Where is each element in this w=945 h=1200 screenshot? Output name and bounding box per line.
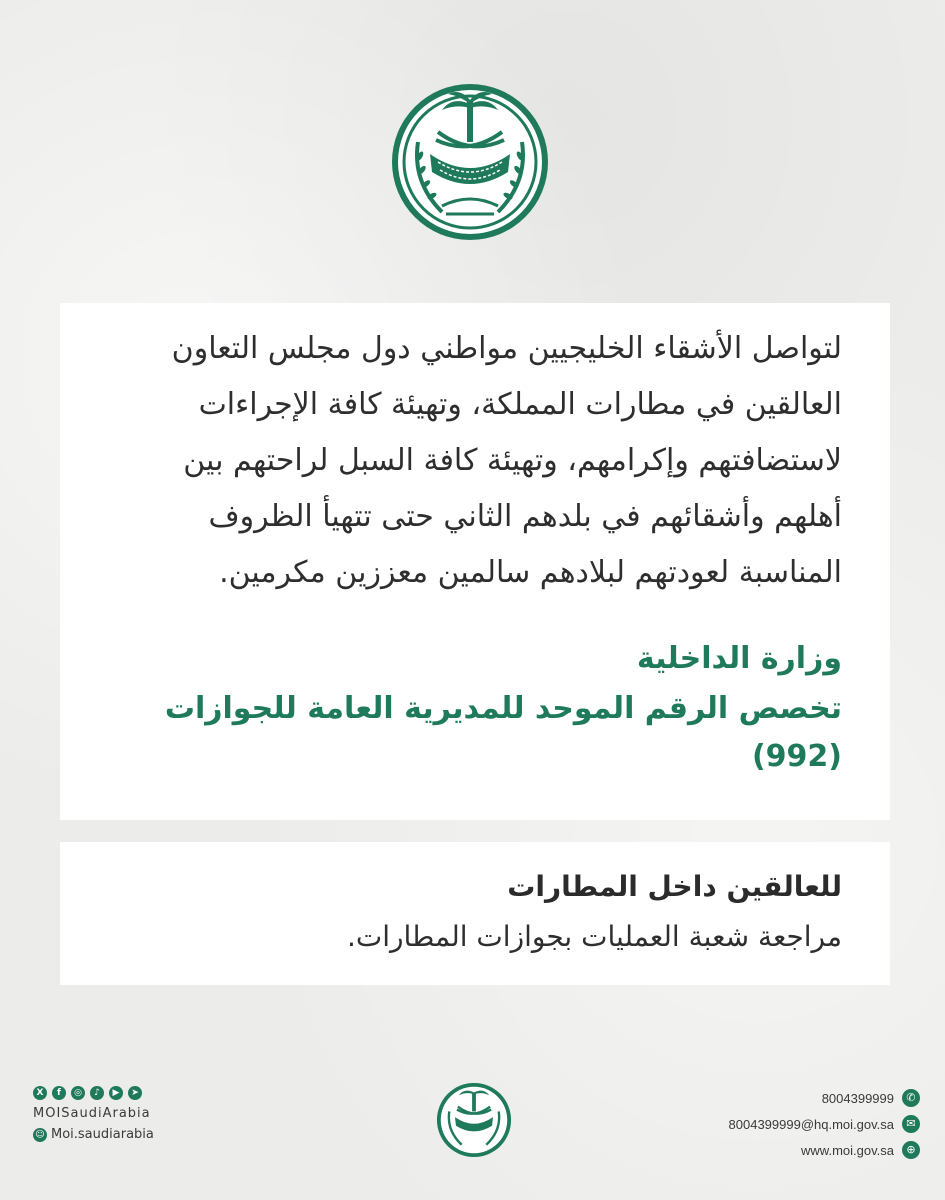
statement-line: العالقين في مطارات المملكة، وتهيئة كافة الإجراءات xyxy=(198,387,842,422)
email-address: 8004399999@hq.moi.gov.sa xyxy=(728,1116,894,1132)
facebook-icon[interactable]: f xyxy=(52,1086,66,1100)
statement-line: لتواصل الأشقاء الخليجيين مواطني دول مجلس التعاون xyxy=(171,331,842,366)
youtube-icon[interactable]: ▶ xyxy=(109,1086,123,1100)
statement-line: أهلهم وأشقائهم في بلدهم الثاني حتى تتهيأ الظروف xyxy=(208,499,842,534)
footer-emblem-logo xyxy=(436,1082,512,1158)
snapchat-icon: ☺ xyxy=(33,1128,47,1142)
website-row[interactable] xyxy=(660,1137,920,1163)
statement-line: المناسبة لعودتهم لبلادهم سالمين معززين مكرمين. xyxy=(219,555,842,590)
telegram-icon[interactable]: ➤ xyxy=(128,1086,142,1100)
main-statement-panel xyxy=(60,303,890,820)
email-row[interactable] xyxy=(660,1111,920,1137)
email-icon: ✉ xyxy=(902,1115,920,1133)
website-url: www.moi.gov.sa xyxy=(801,1142,894,1158)
statement-body xyxy=(104,321,842,601)
phone-icon: ✆ xyxy=(902,1089,920,1107)
x-icon[interactable]: X xyxy=(33,1086,47,1100)
ministry-emblem-logo xyxy=(390,82,550,242)
tiktok-icon[interactable]: ♪ xyxy=(90,1086,104,1100)
contact-footer xyxy=(660,1085,920,1163)
statement-line: لاستضافتهم وإكرامهم، وتهيئة كافة السبل لراحتهم بين xyxy=(183,443,842,478)
social-handle[interactable]: MOISaudiArabia xyxy=(33,1106,151,1121)
note-title: للعالقين داخل المطارات xyxy=(507,870,842,903)
globe-icon: ⊕ xyxy=(902,1141,920,1159)
social-footer xyxy=(33,1086,233,1142)
phone-number: 8004399999 xyxy=(821,1090,894,1106)
instagram-icon[interactable]: ◎ xyxy=(71,1086,85,1100)
snapchat-row[interactable] xyxy=(33,1127,233,1142)
ministry-name: وزارة الداخلية xyxy=(636,641,842,676)
unified-number-line: تخصص الرقم الموحد للمديرية العامة للجوازات (992) xyxy=(164,691,842,774)
social-icons xyxy=(33,1086,233,1100)
phone-row[interactable] xyxy=(660,1085,920,1111)
note-text: مراجعة شعبة العمليات بجوازات المطارات. xyxy=(346,920,842,953)
snapchat-handle: Moi.saudiarabia xyxy=(51,1127,154,1142)
airport-note-panel xyxy=(60,842,890,985)
